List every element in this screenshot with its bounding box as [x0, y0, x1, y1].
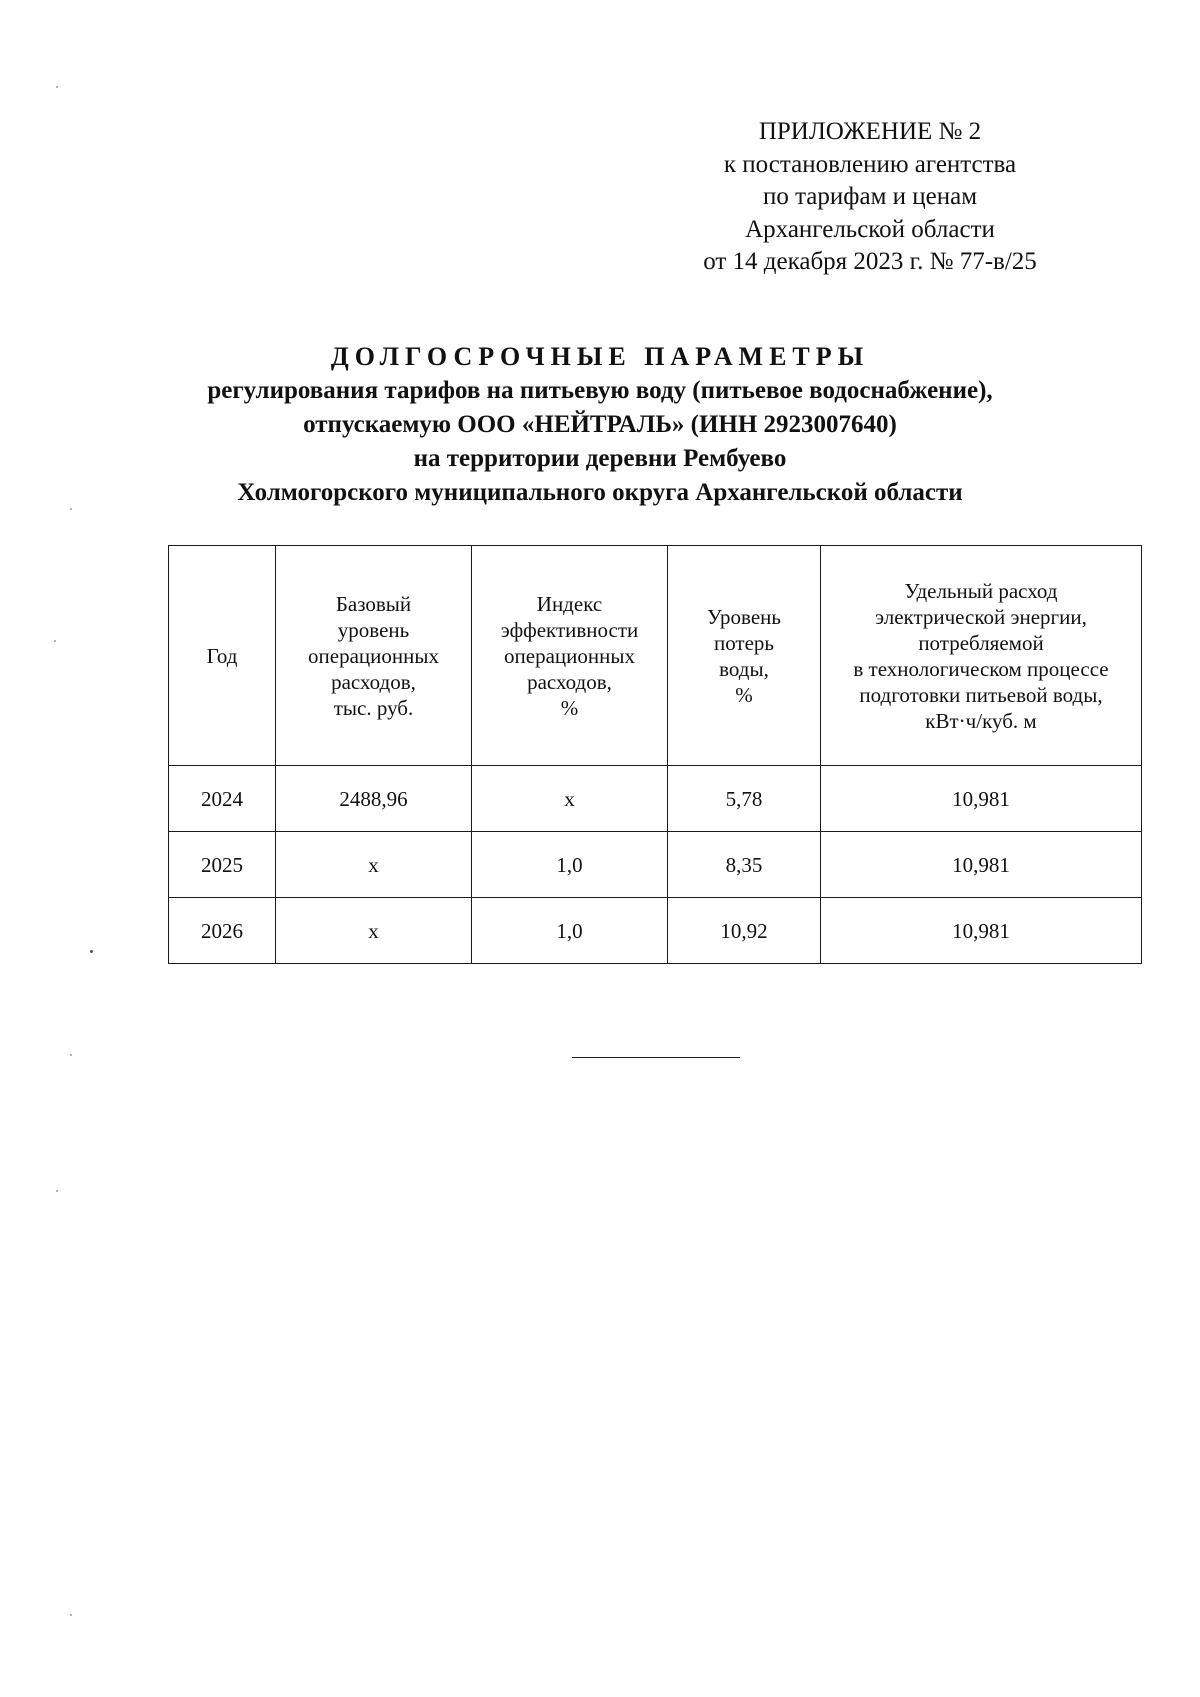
header-line: расходов,: [527, 669, 612, 694]
header-line: расходов,: [331, 669, 416, 694]
title-line: на территории деревни Рембуево: [413, 445, 787, 472]
header-line: в технологическом процессе: [853, 656, 1109, 681]
header-line: кВт·ч/куб. м: [925, 708, 1037, 733]
appendix-line: по тарифам и ценам: [762, 183, 978, 210]
header-line: Уровень: [707, 604, 781, 629]
header-line: %: [560, 695, 579, 720]
cell-base-level: х: [276, 898, 472, 964]
scan-speck: [70, 1614, 72, 1616]
cell-efficiency-index: х: [472, 766, 668, 832]
header-line: Базовый: [335, 591, 412, 616]
appendix-line: Архангельской области: [745, 215, 995, 243]
cell-year: 2026: [169, 898, 276, 964]
header-line: электрической энергии,: [875, 604, 1087, 629]
title-line: отпускаемую ООО «НЕЙТРАЛЬ» (ИНН 2923007640): [303, 411, 897, 438]
table-row: [169, 898, 1142, 964]
cell-year: 2024: [169, 766, 276, 832]
cell-water-loss: 8,35: [668, 832, 821, 898]
cell-year: 2025: [169, 832, 276, 898]
header-year: [169, 546, 276, 766]
header-efficiency-index: [472, 546, 668, 766]
appendix-line: ПРИЛОЖЕНИЕ № 2: [758, 118, 982, 145]
cell-base-level: х: [276, 832, 472, 898]
cell-water-loss: 10,92: [668, 898, 821, 964]
parameters-table: [168, 545, 1142, 964]
header-line: операционных: [504, 643, 635, 668]
header-line: Год: [206, 643, 238, 668]
title-heading: ДОЛГОСРОЧНЫЕ ПАРАМЕТРЫ: [330, 342, 870, 371]
scan-speck: [90, 950, 93, 953]
header-base-level: [276, 546, 472, 766]
appendix-line: от 14 декабря 2023 г. № 77-в/25: [703, 248, 1037, 275]
table-header-row: [169, 546, 1142, 766]
header-line: эффективности: [500, 617, 639, 642]
scan-speck: [70, 1054, 72, 1056]
header-line: %: [735, 682, 753, 707]
header-line: воды,: [719, 656, 769, 681]
cell-efficiency-index: 1,0: [472, 898, 668, 964]
header-line: потребляемой: [918, 630, 1044, 655]
document-title: [120, 340, 1080, 510]
header-line: потерь: [713, 630, 775, 655]
scan-speck: [54, 640, 56, 642]
cell-energy-consumption: 10,981: [821, 898, 1142, 964]
header-line: уровень: [337, 617, 410, 642]
cell-efficiency-index: 1,0: [472, 832, 668, 898]
header-line: Удельный расход: [904, 578, 1058, 603]
header-line: операционных: [308, 643, 439, 668]
cell-energy-consumption: 10,981: [821, 766, 1142, 832]
header-line: подготовки питьевой воды,: [859, 682, 1103, 707]
cell-energy-consumption: 10,981: [821, 832, 1142, 898]
appendix-line: к постановлению агентства: [723, 150, 1017, 178]
scan-speck: [56, 1190, 58, 1192]
header-line: тыс. руб.: [333, 695, 414, 720]
cell-water-loss: 5,78: [668, 766, 821, 832]
title-line: регулирования тарифов на питьевую воду (питьевое водоснабжение),: [207, 377, 993, 404]
title-line: Холмогорского муниципального округа Архангельской области: [237, 479, 963, 506]
table-row: [169, 832, 1142, 898]
table-row: [169, 766, 1142, 832]
header-energy-consumption: [821, 546, 1142, 766]
end-divider: [572, 1057, 740, 1058]
scan-speck: [70, 508, 72, 510]
appendix-header: [600, 116, 1140, 279]
header-water-loss: [668, 546, 821, 766]
scan-speck: [56, 86, 58, 88]
cell-base-level: 2488,96: [276, 766, 472, 832]
header-line: Индекс: [536, 591, 603, 616]
